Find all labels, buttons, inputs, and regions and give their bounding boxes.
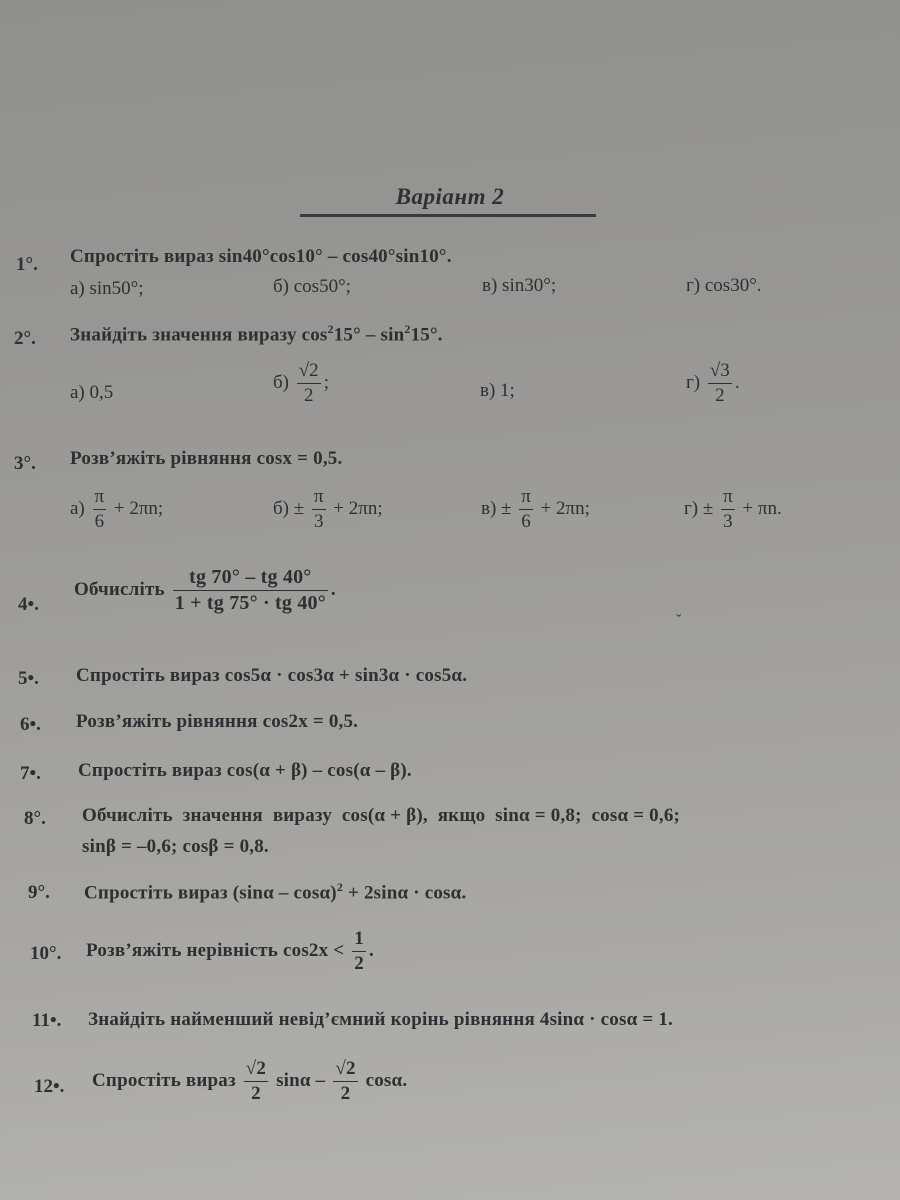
task-number: 3°. (14, 453, 36, 474)
fraction: $\frac{tg 70^\circ - tg 40^\circ}{1 + tg 75^\circ \cdot tg 40^\circ}$ (174, 566, 326, 614)
option-b: б) ± $\frac{\pi}{3}$ + 2πn; (273, 486, 383, 532)
task-text: Знайдіть найменший невід’ємний корінь рівняння 4sinα · cosα = 1. (88, 1009, 673, 1030)
task-text: Знайдіть значення виразу $\cos^215^\circ - \sin^215^\circ$. (70, 322, 443, 346)
option-c: в) ± $\frac{\pi}{6}$ + 2πn; (481, 486, 590, 532)
task-text: Спростіть вираз (sinα – cosα)$^2$ + 2sinα · cosα. (84, 880, 467, 904)
option-d: г) ± $\frac{\pi}{3}$ + πn. (684, 486, 782, 532)
option-d: г) $\frac{√3}{2}$ . (686, 360, 740, 406)
option-b: б) $\frac{√2}{2}$ ; (273, 360, 329, 406)
task-text: Розв’яжіть нерівність cos2x < $\frac{1}{2}$ . (86, 928, 374, 974)
task-number: 8°. (24, 808, 46, 829)
task-number: 7•. (20, 763, 41, 784)
task-number: 4•. (18, 594, 39, 615)
task-text: Спростіть вираз sin40°cos10° – cos40°sin10°. (70, 246, 452, 267)
task-text: Розв’яжіть рівняння cosx = 0,5. (70, 448, 343, 469)
task-number: 5•. (18, 668, 39, 689)
task-number: 11•. (32, 1010, 62, 1031)
task-number: 12•. (34, 1076, 65, 1097)
task-text: Розв’яжіть рівняння cos2x = 0,5. (76, 711, 359, 732)
pen-mark: ˇ (676, 612, 682, 629)
task-text: Обчисліть $\frac{tg 70^\circ - tg 40^\circ}{1 + tg 75^\circ \cdot tg 40^\circ}$ . (74, 566, 336, 614)
task-text: Спростіть вираз cos5α · cos3α + sin3α · cos5α. (76, 665, 468, 686)
task-text-line-2: sinβ = –0,6; cosβ = 0,8. (82, 836, 269, 857)
task-number: 6•. (20, 714, 41, 735)
option-b: б) cos50°; (273, 276, 351, 297)
task-number: 10°. (30, 943, 62, 964)
option-c: в) 1; (480, 380, 515, 401)
task-number: 2°. (14, 328, 36, 349)
option-d: г) cos30°. (686, 275, 762, 296)
task-text: Спростіть вираз cos(α + β) – cos(α – β). (78, 760, 412, 781)
option-a: а) 0,5 (70, 382, 114, 403)
task-text-line-1: Обчисліть значення виразу cos(α + β), якщо sinα = 0,8; cosα = 0,6; (82, 805, 681, 826)
page-title: Варіант 2 (395, 184, 505, 209)
title-underline (300, 214, 596, 217)
option-c: в) sin30°; (482, 275, 557, 296)
option-a: а) $\frac{\pi}{6}$ + 2πn; (70, 486, 164, 532)
option-a: а) sin50°; (70, 278, 144, 299)
task-text: Спростіть вираз $\frac{√2}{2}$ sinα – $\frac{√2}{2}$ cosα. (92, 1058, 408, 1104)
task-number: 1°. (16, 254, 38, 275)
task-number: 9°. (28, 882, 50, 903)
